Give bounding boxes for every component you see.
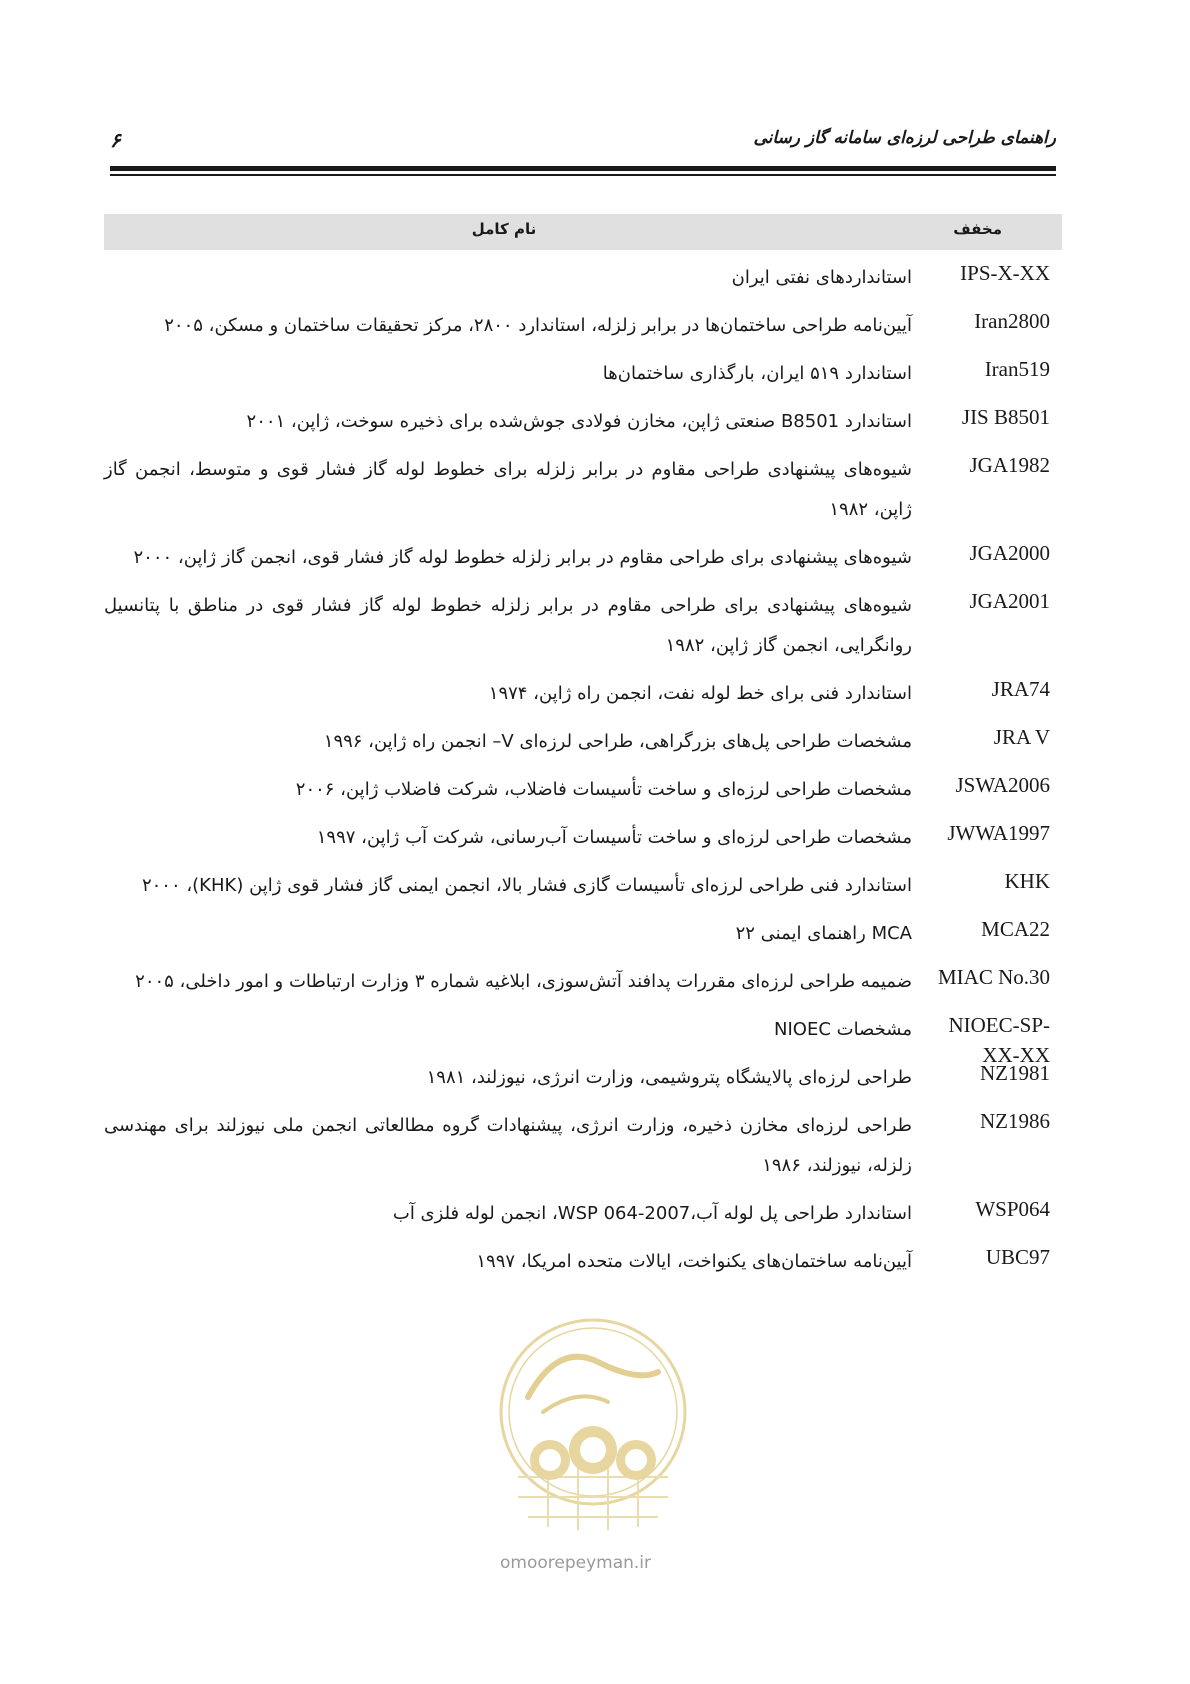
full-name-cell: ضمیمه طراحی لرزه‌ای مقررات پدافند آتش‌سوزی، ابلاغیه شماره ۳ وزارت ارتباطات و امور داخلی، ۲۰۰۵ bbox=[135, 971, 912, 992]
full-name-cell: آیین‌نامه طراحی ساختمان‌ها در برابر زلزله، استاندارد ۲۸۰۰، مرکز تحقیقات ساختمان و مسکن، ۲۰۰۵ bbox=[164, 315, 912, 336]
table-body bbox=[104, 258, 1062, 1282]
full-name-cell: شیوه‌های پیشنهادی برای طراحی مقاوم در برابر زلزله خطوط لوله گاز فشار قوی در مناطق با پتانسیل روانگرایی، انجمن گاز ژاپن، ۱۹۸۲ bbox=[104, 595, 912, 656]
abbreviation-cell: Iran519 bbox=[984, 357, 1050, 381]
table-row bbox=[104, 914, 1062, 954]
table-row bbox=[104, 1106, 1062, 1186]
abbreviation-cell: NZ1986 bbox=[980, 1109, 1050, 1133]
full-name-cell: مشخصات طراحی لرزه‌ای و ساخت تأسیسات فاضلاب، شرکت فاضلاب ژاپن، ۲۰۰۶ bbox=[295, 779, 912, 800]
table-row bbox=[104, 402, 1062, 442]
abbreviation-cell: WSP064 bbox=[975, 1197, 1050, 1221]
full-name-cell: استاندارد فنی طراحی لرزه‌ای تأسیسات گازی فشار بالا، انجمن ایمنی گاز فشار قوی ژاپن (KHK)، ۲۰۰۰ bbox=[141, 875, 912, 896]
page-number: ۶ bbox=[110, 128, 121, 152]
full-name-cell: مشخصات طراحی لرزه‌ای و ساخت تأسیسات آب‌رسانی، شرکت آب ژاپن، ۱۹۹۷ bbox=[316, 827, 912, 848]
table-row bbox=[104, 866, 1062, 906]
table-row bbox=[104, 1194, 1062, 1234]
abbreviation-cell: NZ1981 bbox=[980, 1061, 1050, 1085]
table-row bbox=[104, 818, 1062, 858]
abbreviation-cell: UBC97 bbox=[985, 1245, 1050, 1269]
table-row bbox=[104, 1058, 1062, 1098]
abbreviation-cell: JRA74 bbox=[991, 677, 1050, 701]
abbreviation-cell: JGA2000 bbox=[969, 541, 1050, 565]
full-name-cell: MCA راهنمای ایمنی ۲۲ bbox=[735, 923, 912, 944]
running-title: راهنمای طراحی لرزه‌ای سامانه گاز رسانی bbox=[753, 128, 1056, 148]
abbreviations-table bbox=[104, 214, 1062, 1282]
abbreviation-cell: JGA1982 bbox=[969, 453, 1050, 477]
full-name-cell: مشخصات طراحی پل‌های بزرگراهی، طراحی لرزه‌ای V– انجمن راه ژاپن، ۱۹۹۶ bbox=[323, 731, 912, 752]
abbreviation-cell: KHK bbox=[1004, 869, 1050, 893]
abbreviation-cell: MIAC No.30 bbox=[937, 965, 1050, 989]
abbreviation-cell: JIS B8501 bbox=[961, 405, 1050, 429]
table-row bbox=[104, 586, 1062, 666]
table-row bbox=[104, 962, 1062, 1002]
full-name-cell: استاندارد فنی برای خط لوله نفت، انجمن راه ژاپن، ۱۹۷۴ bbox=[488, 683, 912, 704]
table-row bbox=[104, 674, 1062, 714]
header-rule-thin bbox=[110, 174, 1056, 176]
abbreviation-cell: JWWA1997 bbox=[947, 821, 1050, 845]
abbreviation-cell: JGA2001 bbox=[969, 589, 1050, 613]
abbreviation-cell: MCA22 bbox=[981, 917, 1050, 941]
full-name-cell: شیوه‌های پیشنهادی طراحی مقاوم در برابر زلزله برای خطوط لوله گاز فشار قوی و متوسط، انجمن گاز ژاپن، ۱۹۸۲ bbox=[104, 459, 912, 520]
full-name-cell: آیین‌نامه ساختمان‌های یکنواخت، ایالات متحده امریکا، ۱۹۹۷ bbox=[476, 1251, 912, 1272]
table-header bbox=[104, 214, 1062, 250]
full-name-cell: مشخصات NIOEC bbox=[774, 1019, 912, 1040]
abbreviation-cell: JSWA2006 bbox=[955, 773, 1050, 797]
table-row bbox=[104, 538, 1062, 578]
full-name-cell: طراحی لرزه‌ای پالایشگاه پتروشیمی، وزارت انرژی، نیوزلند، ۱۹۸۱ bbox=[426, 1067, 912, 1088]
header-rule-thick bbox=[110, 166, 1056, 171]
table-row bbox=[104, 770, 1062, 810]
column-header-abbreviation: مخفف bbox=[953, 220, 1002, 238]
watermark-site: omoorepeyman.ir bbox=[500, 1553, 652, 1573]
table-row bbox=[104, 722, 1062, 762]
table-row bbox=[104, 258, 1062, 298]
table-row bbox=[104, 1010, 1062, 1067]
abbreviation-cell: NIOEC-SP-XX-XX bbox=[948, 1013, 1050, 1067]
full-name-cell: شیوه‌های پیشنهادی برای طراحی مقاوم در برابر زلزله خطوط لوله گاز فشار قوی، انجمن گاز ژاپن، ۲۰۰۰ bbox=[133, 547, 912, 568]
full-name-cell: طراحی لرزه‌ای مخازن ذخیره، وزارت انرژی، پیشنهادات گروه مطالعاتی انجمن ملی نیوزلند برای مهندسی زلزله، نیوزلند، ۱۹۸۶ bbox=[104, 1115, 912, 1176]
watermark-logo bbox=[488, 1302, 698, 1562]
column-header-full-name: نام کامل bbox=[471, 220, 537, 238]
full-name-cell: استاندارد ۵۱۹ ایران، بارگذاری ساختمان‌ها bbox=[602, 363, 912, 384]
full-name-cell: استاندارد B8501 صنعتی ژاپن، مخازن فولادی جوش‌شده برای ذخیره سوخت، ژاپن، ۲۰۰۱ bbox=[246, 411, 912, 432]
abbreviation-cell: IPS-X-XX bbox=[960, 261, 1050, 285]
table-row bbox=[104, 1242, 1062, 1282]
table-row bbox=[104, 354, 1062, 394]
table-row bbox=[104, 306, 1062, 346]
page-header bbox=[110, 128, 1056, 168]
abbreviation-cell: Iran2800 bbox=[974, 309, 1050, 333]
abbreviation-cell: JRA V bbox=[993, 725, 1050, 749]
table-row bbox=[104, 450, 1062, 530]
full-name-cell: استانداردهای نفتی ایران bbox=[731, 267, 912, 288]
full-name-cell: استاندارد طراحی پل لوله آب،WSP 064-2007، انجمن لوله فلزی آب bbox=[392, 1203, 912, 1224]
